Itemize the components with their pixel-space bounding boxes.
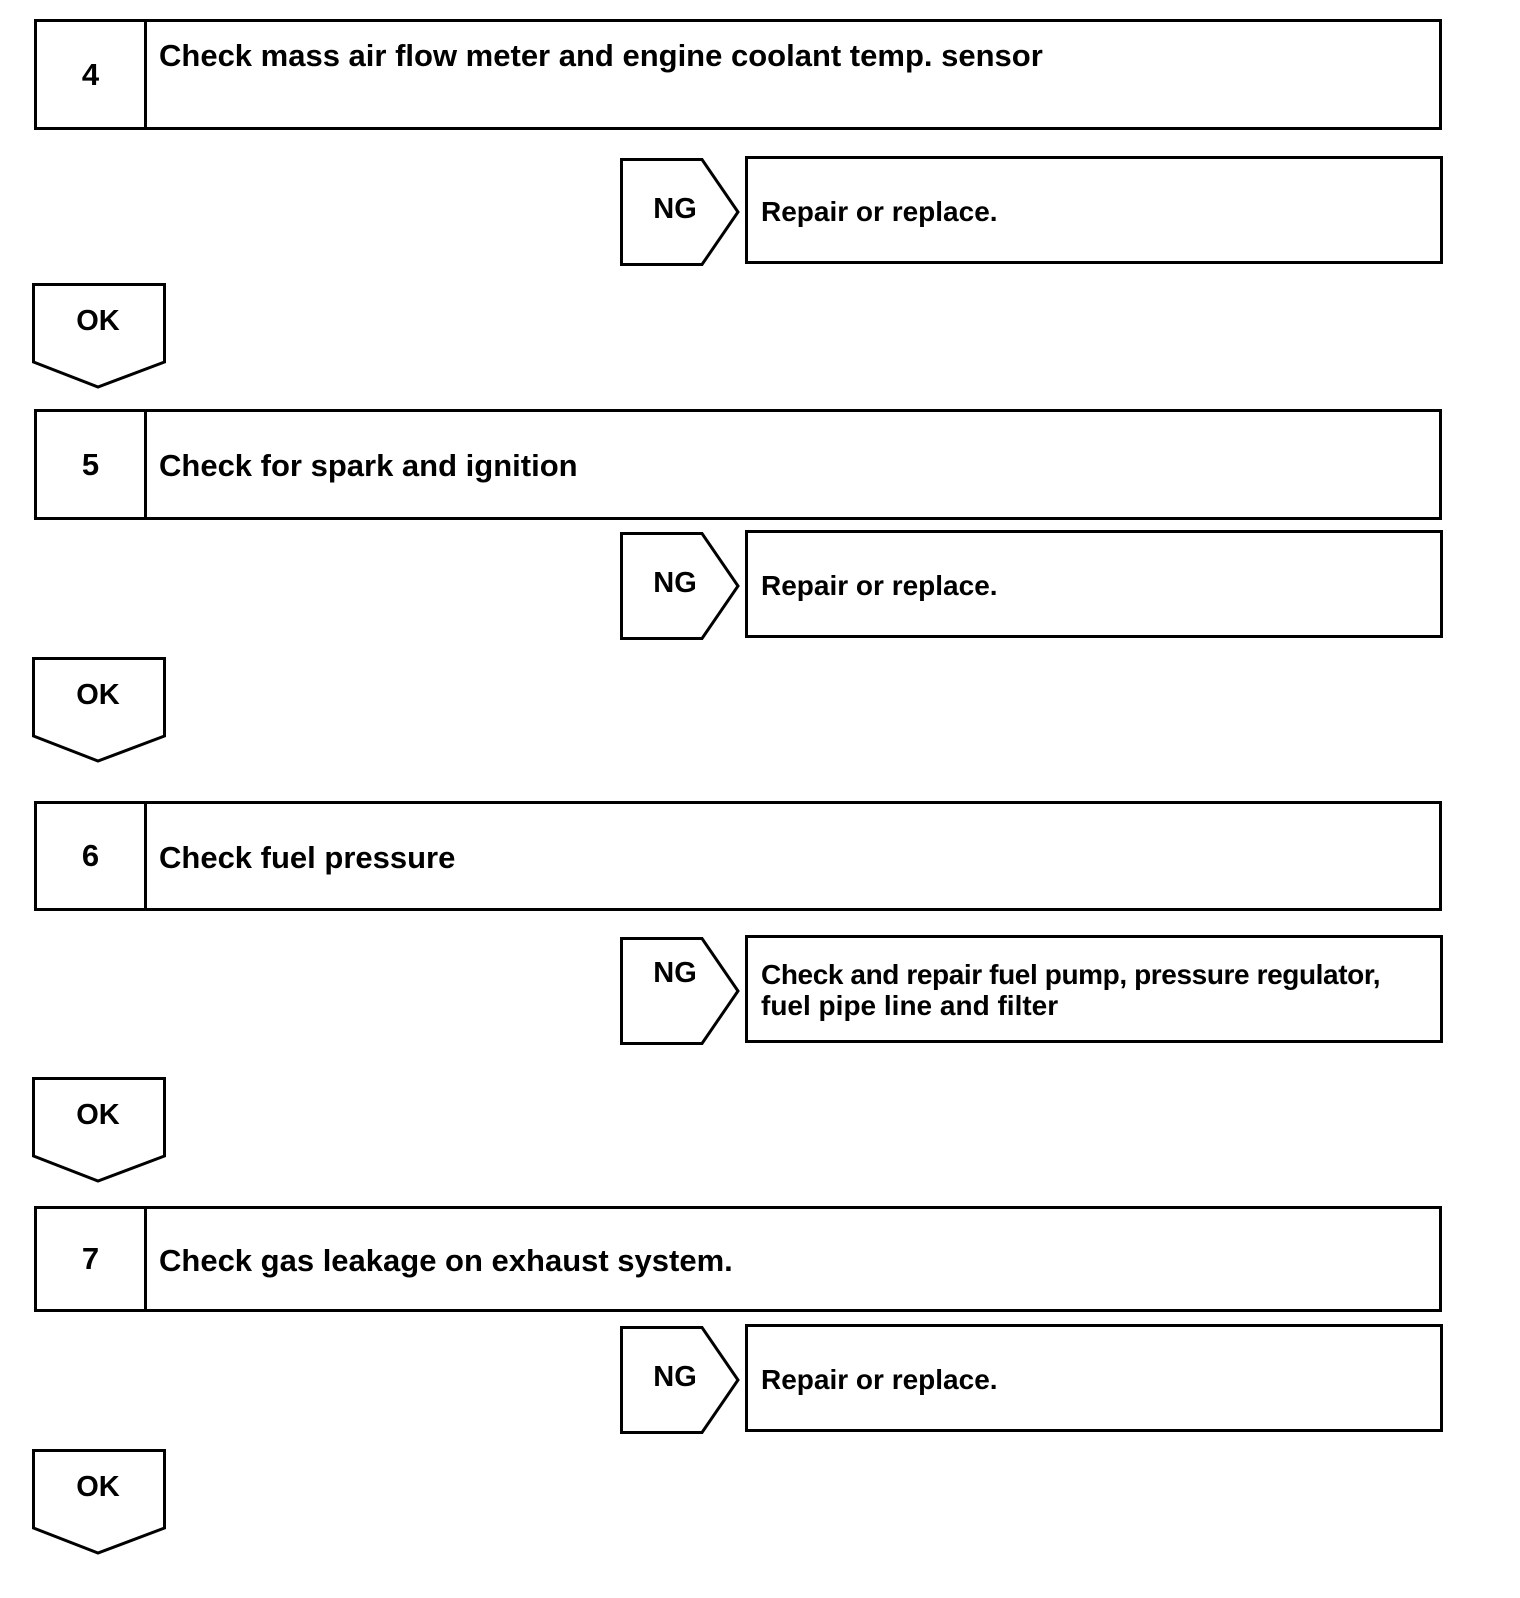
step-4-ng-tag	[620, 158, 742, 266]
step-7-ng-result-box	[745, 1324, 1443, 1432]
step-7-text: Check gas leakage on exhaust system.	[159, 1243, 733, 1278]
step-4-ng-result-box	[745, 156, 1443, 264]
step-7-ok-label: OK	[76, 1471, 120, 1503]
step-6-box	[34, 801, 1442, 911]
step-5-ok-tag	[32, 657, 168, 765]
step-5-number: 5	[37, 412, 147, 517]
step-5-text: Check for spark and ignition	[159, 448, 578, 483]
ng-arrow-shape	[620, 937, 742, 1045]
step-4-ng-action: Repair or replace.	[761, 196, 998, 227]
step-4-ok-tag	[32, 283, 168, 391]
step-6-ng-action-line2: fuel pipe line and filter	[761, 990, 1059, 1021]
step-5-ng-tag	[620, 532, 742, 640]
step-6-number: 6	[37, 804, 147, 908]
step-6-ng-label: NG	[653, 957, 697, 989]
step-7-ng-label: NG	[653, 1361, 697, 1393]
step-4-ng-label: NG	[653, 193, 697, 225]
step-5-box	[34, 409, 1442, 520]
step-4-number: 4	[37, 22, 147, 127]
step-4-box	[34, 19, 1442, 130]
step-5-ng-result-box	[745, 530, 1443, 638]
step-6-ok-tag	[32, 1077, 168, 1185]
step-5-ng-label: NG	[653, 567, 697, 599]
step-6-ng-result-box	[745, 935, 1443, 1043]
step-5-ng-action: Repair or replace.	[761, 570, 998, 601]
step-7-ok-tag	[32, 1449, 168, 1557]
step-5-ok-label: OK	[76, 679, 120, 711]
step-7-box	[34, 1206, 1442, 1312]
step-6-ok-label: OK	[76, 1099, 120, 1131]
step-6-ng-tag	[620, 937, 742, 1045]
step-7-ng-action: Repair or replace.	[761, 1364, 998, 1395]
step-6-ng-action-line1: Check and repair fuel pump, pressure regulator,	[761, 959, 1381, 990]
step-7-ng-tag	[620, 1326, 742, 1434]
step-7-number: 7	[37, 1209, 147, 1309]
step-4-text: Check mass air flow meter and engine coolant temp. sensor	[159, 38, 1043, 73]
step-6-text: Check fuel pressure	[159, 840, 456, 875]
step-4-ok-label: OK	[76, 305, 120, 337]
